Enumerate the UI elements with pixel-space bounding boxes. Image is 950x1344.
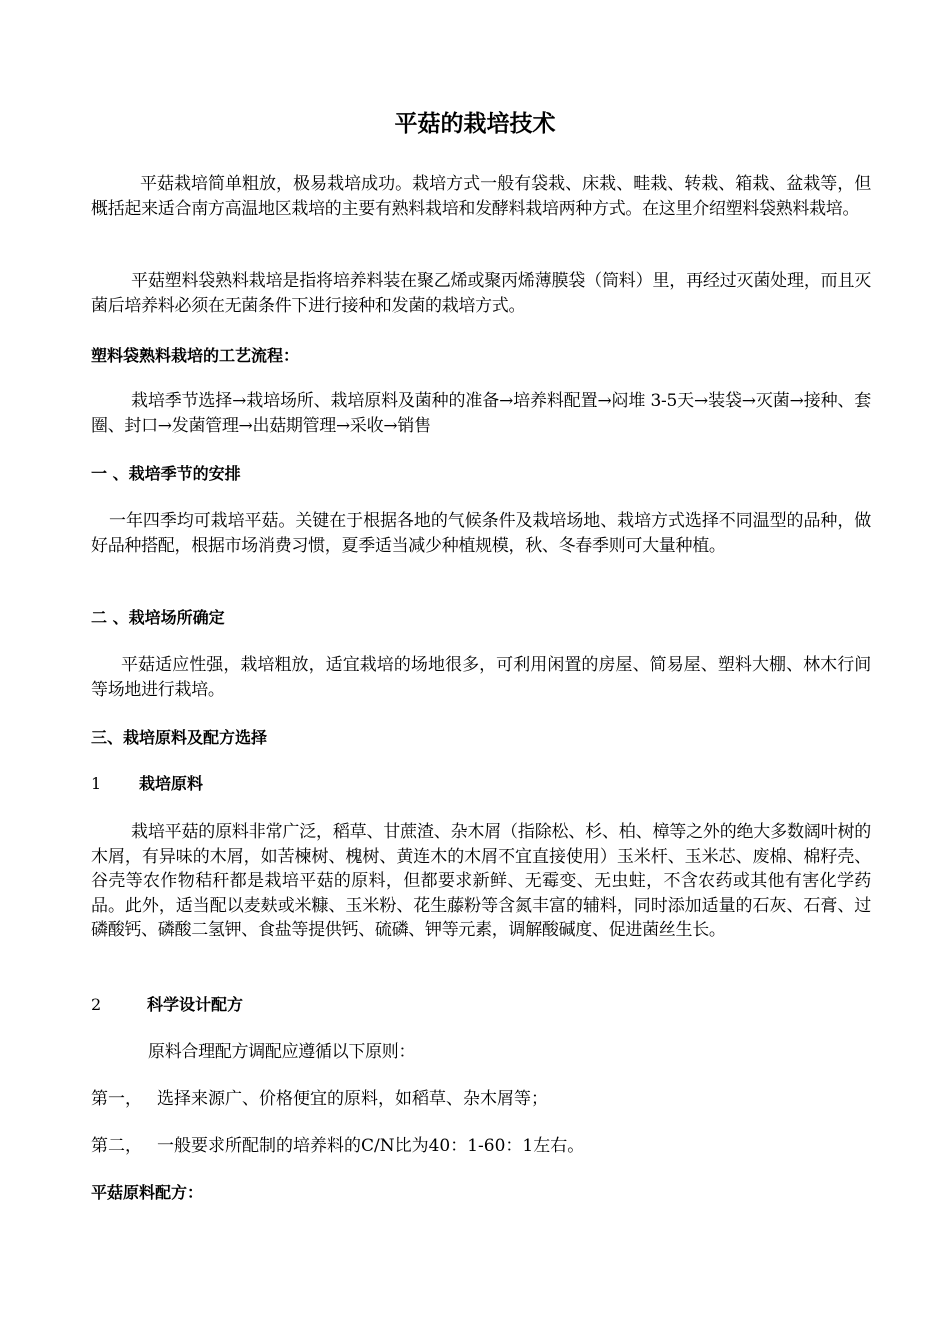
principle-2-text: 一般要求所配制的培养料的C/N比为40：1-60：1左右。 [157, 1136, 585, 1156]
process-paragraph: 栽培季节选择→栽培场所、栽培原料及菌种的准备→培养料配置→闷堆 3-5天→装袋→灭菌→接种、套圈、封口→发菌管理→出菇期管理→采收→销售 [91, 391, 871, 436]
intro-paragraph: 平菇栽培简单粗放，极易栽培成功。栽培方式一般有袋栽、床栽、畦栽、转栽、箱栽、盆栽等，但概括起来适合南方高温地区栽培的主要有熟料栽培和发酵料栽培两种方式。在这里介绍塑料袋熟料栽培。 [91, 174, 871, 219]
formula-heading: 平菇原料配方： [91, 1183, 204, 1202]
principle-1-label: 第一， [91, 1089, 142, 1109]
section3-heading: 三、栽培原料及配方选择 [91, 728, 268, 747]
process-heading: 塑料袋熟料栽培的工艺流程： [91, 346, 300, 365]
section2-paragraph: 平菇适应性强，栽培粗放，适宜栽培的场地很多，可利用闲置的房屋、简易屋、塑料大棚、林木行间等场地进行栽培。 [91, 655, 871, 700]
section2-heading: 二 、栽培场所确定 [91, 608, 225, 627]
subsection2-heading [91, 993, 871, 1017]
subsection1-heading [91, 772, 871, 796]
section1-heading: 一 、栽培季节的安排 [91, 464, 241, 483]
section1-paragraph: 一年四季均可栽培平菇。关键在于根据各地的气候条件及栽培场地、栽培方式选择不同温型的品种，做好品种搭配，根据市场消费习惯，夏季适当减少种植规模，秋、冬春季则可大量种植。 [91, 511, 871, 556]
subsection1-number: 1 [91, 774, 102, 793]
principle-1-text: 选择来源广、价格便宜的原料，如稻草、杂木屑等； [157, 1089, 548, 1109]
subsection1-paragraph: 栽培平菇的原料非常广泛，稻草、甘蔗渣、杂木屑（指除松、杉、柏、樟等之外的绝大多数阔叶树的木屑，有异味的木屑，如苦楝树、槐树、黄连木的木屑不宜直接使用）玉米杆、玉米芯、废棉、棉籽壳、谷壳等农作物秸秆都是栽培平菇的原料，但都要求新鲜、无霉变、无虫蛀，不含农药或其他有害化学药品。此外，适当配以麦麸或米糠、玉米粉、花生藤粉等含氮丰富的辅料，同时添加适量的石灰、石膏、过磷酸钙、磷酸二氢钾、食盐等提供钙、硫磷、钾等元素，调解酸碱度、促进菌丝生长。 [91, 822, 871, 940]
subsection2-paragraph: 原料合理配方调配应遵循以下原则： [148, 1042, 416, 1062]
principle-2-label: 第二， [91, 1136, 142, 1156]
subsection2-title: 科学设计配方 [147, 995, 244, 1014]
subsection2-number: 2 [91, 995, 102, 1014]
subsection1-title: 栽培原料 [139, 774, 204, 793]
document-title: 平菇的栽培技术 [394, 111, 556, 137]
principle-1 [91, 1087, 871, 1111]
definition-paragraph: 平菇塑料袋熟料栽培是指将培养料装在聚乙烯或聚丙烯薄膜袋（筒料）里，再经过灭菌处理，而且灭菌后培养料必须在无菌条件下进行接种和发菌的栽培方式。 [91, 271, 871, 316]
principle-2 [91, 1134, 871, 1158]
